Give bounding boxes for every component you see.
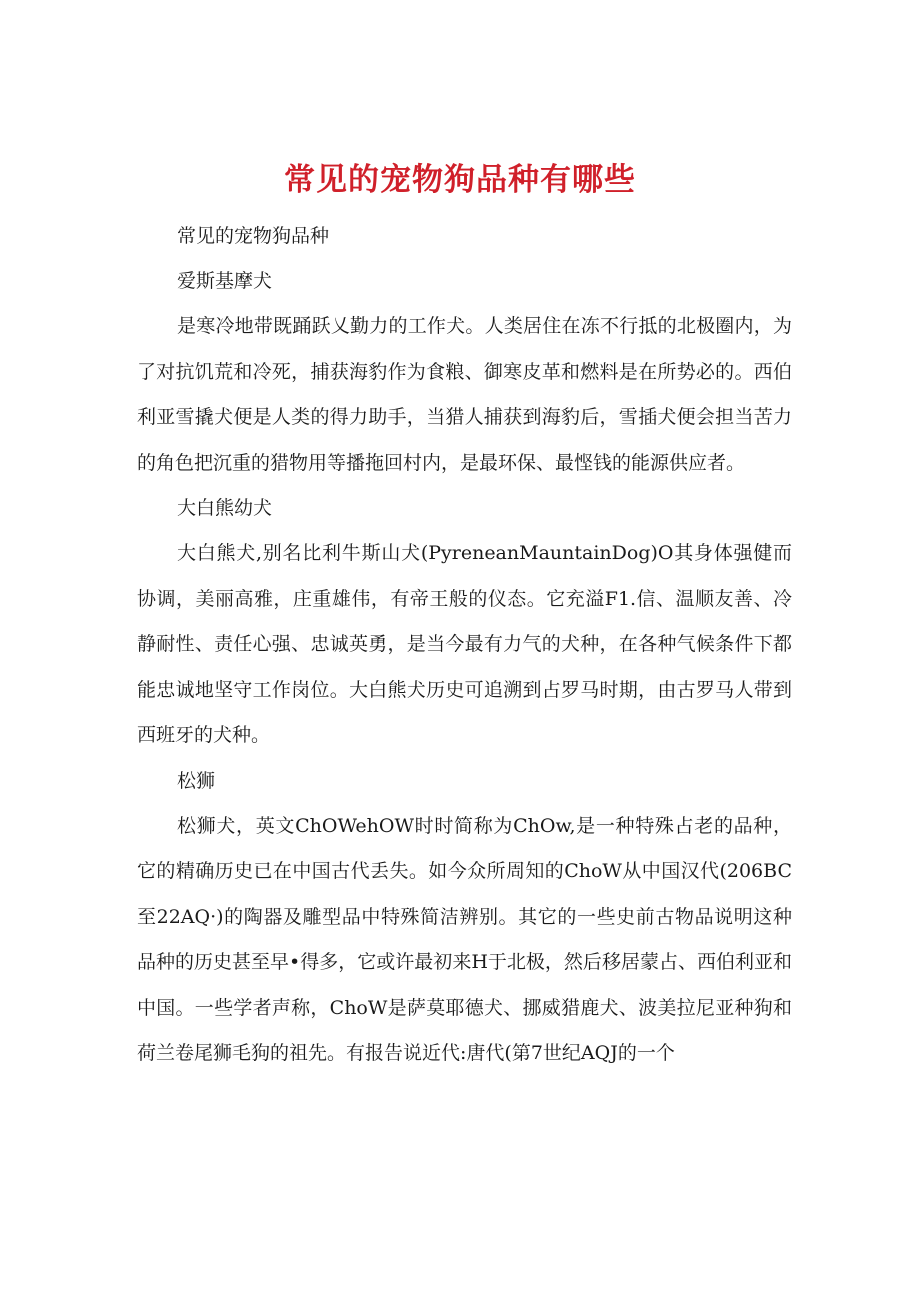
section-heading-chow-chow: 松狮 [177, 769, 216, 792]
section-heading-great-pyrenees: 大白熊幼犬 [177, 497, 273, 519]
document-title: 常见的宠物狗品种有哪些 [284, 161, 636, 198]
section-paragraph-chow-chow: 松狮犬，英文ChOWehOW时时简称为ChOw,是一种特殊占老的品种，它的精确历史已在中国古代丢失。如今众所周知的ChoW从中国汉代(206BC至22AQ·)的陶器及雕型品中特殊简洁辨别。其它的一些史前古物品说明这种品种的历史甚至早•得多，它或许最初来H于北极，然后移居蒙占、西伯利亚和中国。一些学者声称，ChoW是萨莫耶德犬、挪威猎鹿犬、波美拉尼亚种狗和荷兰卷尾狮毛狗的祖先。有报告说近代:唐代(第7世纪AQJ的一个 [137, 814, 792, 1064]
section-heading-intro: 常见的宠物狗品种 [177, 225, 330, 247]
section-paragraph-eskimo-dog: 是寒冷地带既踊跃乂勤力的工作犬。人类居住在冻不行抵的北极圈内，为了对抗饥荒和冷死，捕获海豹作为食粮、御寒皮革和燃料是在所势必的。西伯利亚雪撬犬便是人类的得力助手，当猎人捕获到海豹后，雪插犬便会担当苦力的角色把沉重的猎物用等播拖回村内，是最环保、最悭钱的能源供应者。 [137, 315, 792, 474]
section-heading-eskimo-dog: 爱斯基摩犬 [177, 270, 273, 292]
section-paragraph-great-pyrenees: 大白熊犬,别名比利牛斯山犬(PyreneanMauntainDog)O其身体强健而协调，美丽高雅，庄重雄伟，有帝王般的仪态。它充溢F1.信、温顺友善、冷静耐性、责任心强、忠诚英勇，是当今最有力气的犬种，在各种气候条件下都能忠诚地坚守工作岗位。大白熊犬历史可追溯到占罗马时期，由古罗马人带到西班牙的犬种。 [137, 542, 792, 746]
document-body [137, 214, 792, 1077]
